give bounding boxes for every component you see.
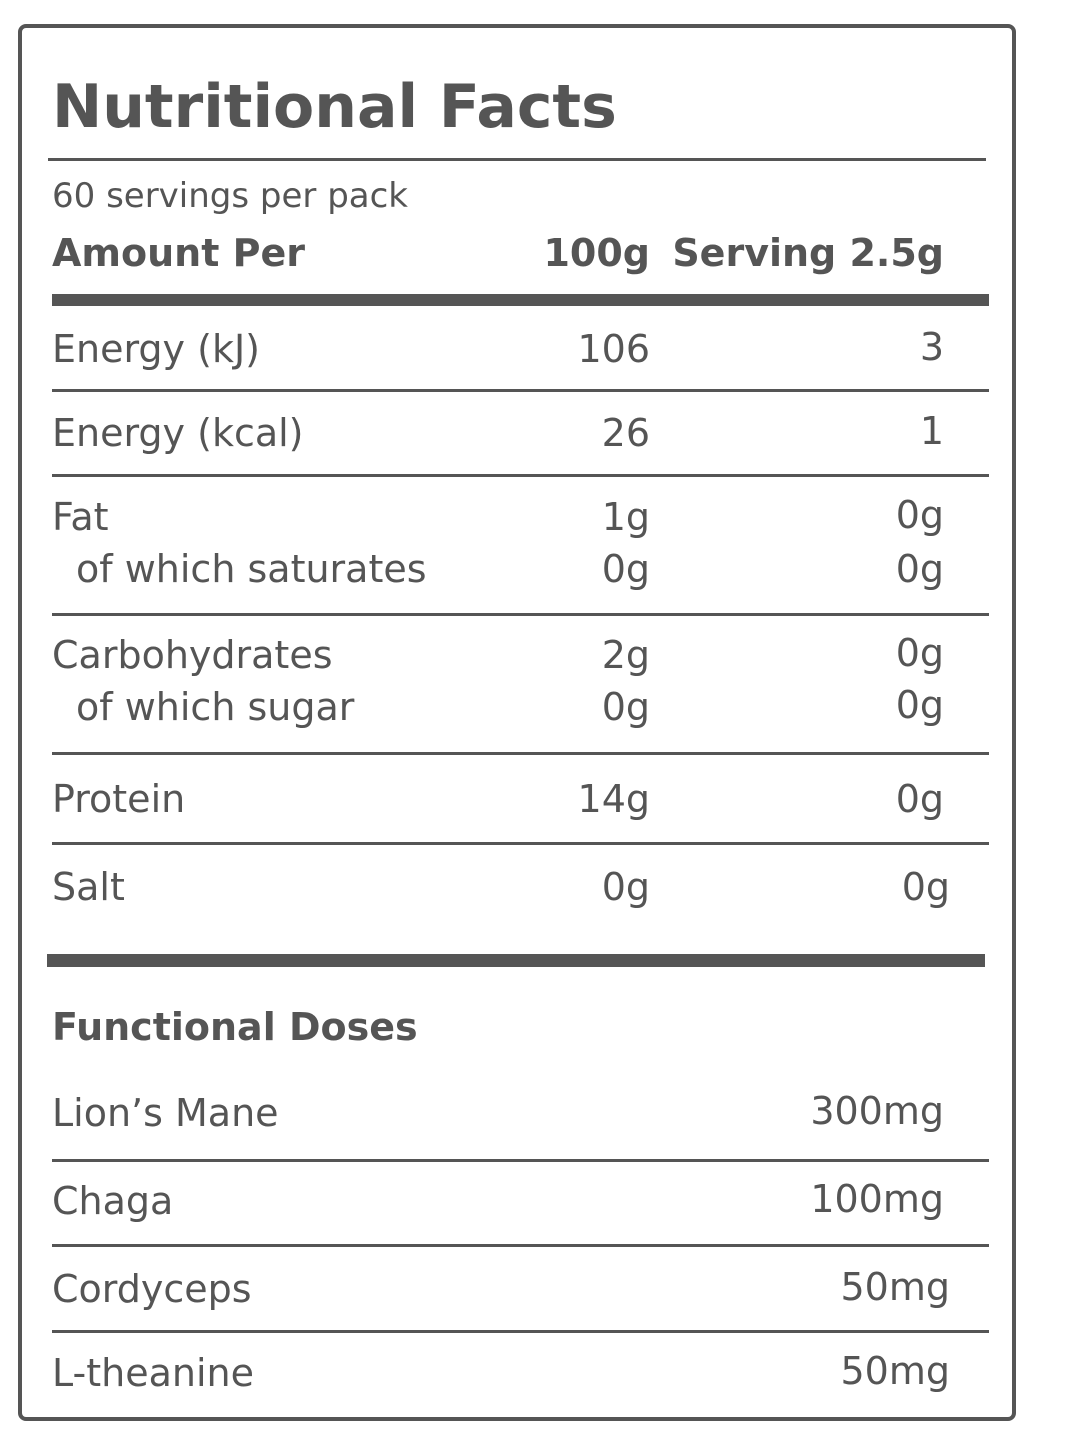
nutrient-per-100g: 2g xyxy=(601,633,650,677)
row-divider xyxy=(52,1244,989,1247)
section-thick-divider xyxy=(47,954,985,967)
dose-label: Cordyceps xyxy=(52,1267,252,1311)
nutrient-per-serving: 0g xyxy=(895,777,944,821)
nutrient-per-100g: 14g xyxy=(577,777,650,821)
nutrient-label: Energy (kJ) xyxy=(52,327,260,371)
row-divider xyxy=(52,1330,989,1333)
nutrient-sublabel: of which sugar xyxy=(76,685,355,729)
nutrient-per-serving: 0g xyxy=(895,631,944,675)
nutrient-per-100g: 0g xyxy=(601,685,650,729)
dose-label: Lion’s Mane xyxy=(52,1091,279,1135)
row-divider xyxy=(52,389,989,392)
nutrient-per-serving: 0g xyxy=(901,865,950,909)
functional-doses-heading: Functional Doses xyxy=(52,1005,418,1049)
nutrient-label: Energy (kcal) xyxy=(52,411,304,455)
header-amount-per: Amount Per xyxy=(52,231,305,275)
row-divider xyxy=(52,752,989,755)
nutrient-per-100g: 0g xyxy=(601,547,650,591)
nutrient-per-serving: 0g xyxy=(895,683,944,727)
nutrient-sublabel: of which saturates xyxy=(76,547,427,591)
row-divider xyxy=(52,474,989,477)
row-divider xyxy=(52,842,989,845)
nutrient-label: Fat xyxy=(52,495,109,539)
nutrient-per-serving: 3 xyxy=(919,325,944,369)
nutrient-per-100g: 1g xyxy=(601,495,650,539)
page-title: Nutritional Facts xyxy=(52,72,617,142)
nutrient-per-100g: 26 xyxy=(601,411,650,455)
servings-per-pack: 60 servings per pack xyxy=(52,176,408,216)
nutrient-per-serving: 0g xyxy=(895,493,944,537)
nutrient-per-serving: 1 xyxy=(919,409,944,453)
nutrient-label: Protein xyxy=(52,777,186,821)
dose-label: L-theanine xyxy=(52,1351,254,1395)
dose-value: 300mg xyxy=(810,1089,944,1133)
nutrient-per-100g: 0g xyxy=(601,865,650,909)
header-per-serving: Serving 2.5g xyxy=(672,231,944,275)
dose-label: Chaga xyxy=(52,1179,174,1223)
row-divider xyxy=(52,1159,989,1162)
nutrient-label: Salt xyxy=(52,865,125,909)
dose-value: 50mg xyxy=(840,1349,950,1393)
nutrient-label: Carbohydrates xyxy=(52,633,333,677)
nutrient-per-100g: 106 xyxy=(577,327,650,371)
row-divider xyxy=(52,613,989,616)
header-per-100g: 100g xyxy=(543,231,650,275)
header-thick-divider xyxy=(52,294,989,306)
nutrient-per-serving: 0g xyxy=(895,547,944,591)
dose-value: 50mg xyxy=(840,1265,950,1309)
dose-value: 100mg xyxy=(810,1177,944,1221)
title-divider xyxy=(48,158,986,161)
